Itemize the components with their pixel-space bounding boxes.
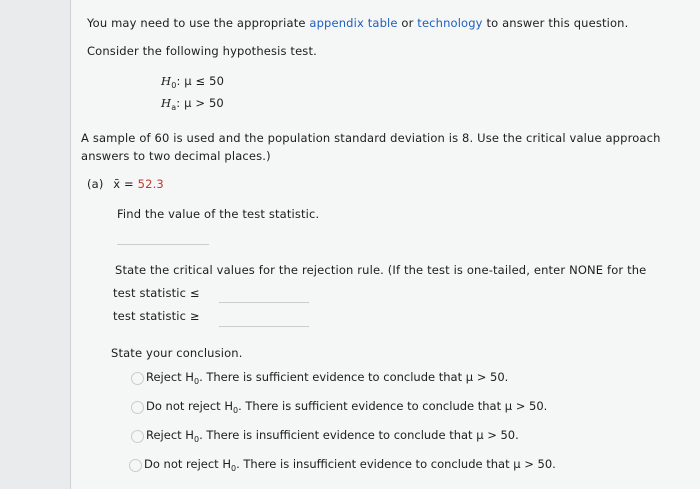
critical-values-prompt: State the critical values for the rejection rule. (If the test is one-tailed, enter NONE for the <box>115 263 647 277</box>
radio-option-2[interactable] <box>131 401 144 414</box>
radio-option-3[interactable] <box>131 430 144 443</box>
intro-text: Consider the following hypothesis test. <box>87 44 317 58</box>
test-statistic-input[interactable] <box>117 244 209 245</box>
technology-link[interactable]: technology <box>417 16 483 30</box>
part-a-header <box>87 177 164 191</box>
instructions-text: You may need to use the appropriate appendix table or technology to answer this question. <box>87 16 629 30</box>
appendix-table-link[interactable]: appendix table <box>309 16 398 30</box>
null-hypothesis: $H_0$: μ ≤ 50 <box>161 74 225 90</box>
critical-le-input[interactable] <box>219 302 309 303</box>
find-test-statistic-prompt: Find the value of the test statistic. <box>117 207 320 221</box>
critical-ge-label: test statistic ≥ <box>113 309 200 323</box>
sample-description-line2: answers to two decimal places.) <box>81 149 271 163</box>
critical-ge-input[interactable] <box>219 326 309 327</box>
sample-description-line1: A sample of 60 is used and the population standard deviation is 8. Use the critical value approach <box>81 131 661 145</box>
alternative-hypothesis: $H_a$: μ > 50 <box>161 96 224 112</box>
xbar-value: 52.3 <box>137 177 164 191</box>
xbar-label: x̄ = <box>113 177 134 191</box>
radio-option-4[interactable] <box>129 459 142 472</box>
critical-le-label: test statistic ≤ <box>113 286 200 300</box>
part-a-label: (a) <box>87 177 104 191</box>
radio-option-1[interactable] <box>131 372 144 385</box>
question-panel: You may need to use the appropriate appendix table or technology to answer this question. Consider the following hypothesis test. $H_0$: μ ≤ 50 $H_a$: μ > 50 A sample of 60 is used and the population standard deviation is 8. Use the critical value approach answers to two decimal places.) (a) x̄ = 52.3 Find the value of the test statistic. State the critical values for the rejection rule. (If the test is one-tailed, enter NONE for the test statistic ≤ test statistic ≥ State your conclusion. Reject $H_0$. There is sufficient evidence to conclude that μ > 50. Do not reject $H_0$. There is sufficient evidence to conclude that μ > 50. Reject $H_0$. There is insufficient evidence to conclude that μ > 50. Do not reject $H_0$. There is insufficient evidence to conclude that μ > 50. <box>70 0 700 489</box>
conclusion-prompt: State your conclusion. <box>111 346 243 360</box>
